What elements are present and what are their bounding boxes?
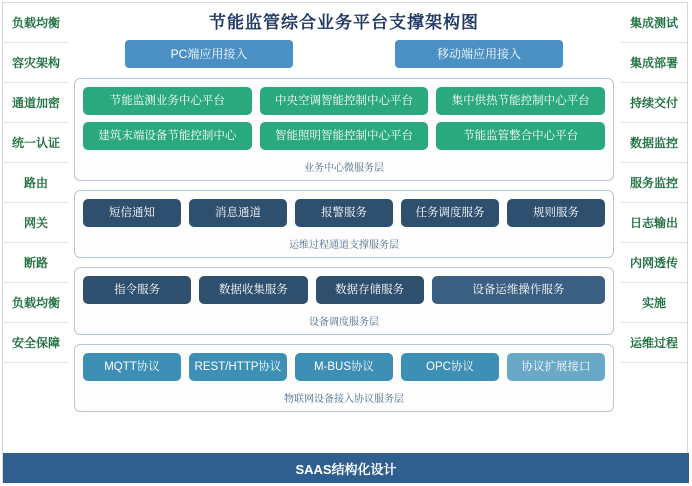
right-item-6[interactable]: 内网透传 (621, 243, 687, 283)
layer-caption: 设备调度服务层 (309, 317, 379, 328)
service-box[interactable]: 规则服务 (507, 199, 605, 227)
right-column (621, 3, 687, 363)
right-item-1[interactable]: 集成部署 (621, 43, 687, 83)
right-item-7[interactable]: 实施 (621, 283, 687, 323)
service-box[interactable]: 消息通道 (189, 199, 287, 227)
left-column (3, 3, 69, 363)
left-item-3[interactable]: 统一认证 (3, 123, 69, 163)
service-box[interactable]: 报警服务 (295, 199, 393, 227)
layer-iot-protocol (74, 344, 614, 412)
layer-caption: 业务中心微服务层 (304, 163, 384, 174)
left-item-4[interactable]: 路由 (3, 163, 69, 203)
layer-row (83, 87, 605, 115)
service-box[interactable]: OPC协议 (401, 353, 499, 381)
left-item-1[interactable]: 容灾架构 (3, 43, 69, 83)
layer-row (83, 122, 605, 150)
service-box[interactable]: 协议扩展接口 (507, 353, 605, 381)
right-item-2[interactable]: 持续交付 (621, 83, 687, 123)
service-box[interactable]: 节能监管整合中心平台 (436, 122, 605, 150)
left-item-2[interactable]: 通道加密 (3, 83, 69, 123)
right-item-3[interactable]: 数据监控 (621, 123, 687, 163)
service-box[interactable]: REST/HTTP协议 (189, 353, 287, 381)
access-row (74, 40, 614, 68)
footer-banner: SAAS结构化设计 (3, 453, 689, 483)
layer-caption: 物联网设备接入协议服务层 (284, 394, 404, 405)
service-box[interactable]: 节能监测业务中心平台 (83, 87, 252, 115)
service-box[interactable]: 中央空调智能控制中心平台 (260, 87, 429, 115)
layer-row (83, 199, 605, 227)
service-box[interactable]: MQTT协议 (83, 353, 181, 381)
page-title: 节能监管综合业务平台支撑架构图 (209, 12, 479, 32)
layer-business-center (74, 78, 614, 181)
layer-ops-channel (74, 190, 614, 258)
architecture-stack (74, 40, 614, 421)
left-item-5[interactable]: 网关 (3, 203, 69, 243)
service-box[interactable]: 数据存储服务 (316, 276, 424, 304)
left-item-0[interactable]: 负载均衡 (3, 3, 69, 43)
service-box[interactable]: 短信通知 (83, 199, 181, 227)
service-box[interactable]: 智能照明智能控制中心平台 (260, 122, 429, 150)
left-item-8[interactable]: 安全保障 (3, 323, 69, 363)
layer-device-dispatch (74, 267, 614, 335)
access-mobile[interactable]: 移动端应用接入 (395, 40, 563, 68)
left-item-6[interactable]: 断路 (3, 243, 69, 283)
right-item-5[interactable]: 日志输出 (621, 203, 687, 243)
service-box[interactable]: 任务调度服务 (401, 199, 499, 227)
layer-row (83, 276, 605, 304)
right-item-4[interactable]: 服务监控 (621, 163, 687, 203)
service-box[interactable]: 指令服务 (83, 276, 191, 304)
right-item-0[interactable]: 集成测试 (621, 3, 687, 43)
right-item-8[interactable]: 运维过程 (621, 323, 687, 363)
service-box[interactable]: 设备运维操作服务 (432, 276, 605, 304)
access-pc[interactable]: PC端应用接入 (125, 40, 293, 68)
service-box[interactable]: 集中供热节能控制中心平台 (436, 87, 605, 115)
service-box[interactable]: 数据收集服务 (199, 276, 307, 304)
layer-row (83, 353, 605, 381)
left-item-7[interactable]: 负载均衡 (3, 283, 69, 323)
service-box[interactable]: M-BUS协议 (295, 353, 393, 381)
service-box[interactable]: 建筑末端设备节能控制中心 (83, 122, 252, 150)
layer-caption: 运维过程通道支撑服务层 (289, 240, 399, 251)
